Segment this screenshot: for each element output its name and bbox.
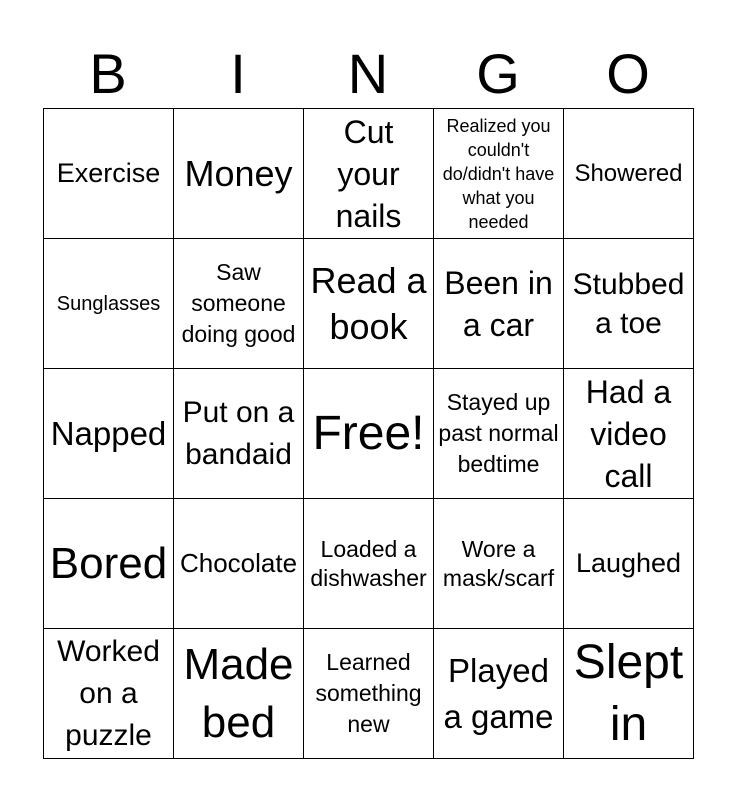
- cell-label: Sunglasses: [56, 292, 161, 315]
- cell-label: Loaded a dishwasher: [310, 535, 427, 591]
- cell-label: Laughed: [575, 548, 682, 578]
- cell-label: Napped: [50, 414, 167, 452]
- header-letter-i: I: [230, 42, 246, 105]
- bingo-cell[interactable]: [564, 239, 694, 369]
- header-letter-o: O: [606, 42, 650, 105]
- cell-label: Slept in: [573, 635, 684, 751]
- bingo-cell[interactable]: [44, 109, 174, 239]
- bingo-grid: [43, 108, 694, 759]
- cell-label: Made bed: [183, 639, 294, 747]
- cell-label: Worked on a puzzle: [57, 634, 160, 752]
- cell-label: Played a game: [443, 651, 554, 735]
- header-letter-n: N: [347, 42, 389, 105]
- bingo-cell[interactable]: [434, 629, 564, 759]
- bingo-cell[interactable]: [174, 109, 304, 239]
- bingo-header: [43, 40, 693, 108]
- bingo-cell[interactable]: [44, 499, 174, 629]
- cell-label: Free!: [312, 406, 425, 460]
- bingo-cell[interactable]: [44, 369, 174, 499]
- bingo-cell[interactable]: [304, 239, 434, 369]
- bingo-cell[interactable]: [434, 369, 564, 499]
- bingo-cell[interactable]: [564, 499, 694, 629]
- bingo-cell[interactable]: [304, 629, 434, 759]
- bingo-cell[interactable]: [174, 369, 304, 499]
- bingo-cell[interactable]: [174, 239, 304, 369]
- bingo-cell[interactable]: [304, 369, 434, 499]
- bingo-cell[interactable]: [434, 239, 564, 369]
- bingo-cell[interactable]: [564, 369, 694, 499]
- header-letter-g: G: [476, 42, 520, 105]
- cell-label: Been in a car: [444, 264, 553, 343]
- cell-label: Wore a mask/scarf: [442, 535, 555, 591]
- bingo-cell[interactable]: [304, 499, 434, 629]
- bingo-cell[interactable]: [44, 239, 174, 369]
- cell-label: Had a video call: [585, 373, 672, 494]
- bingo-cell[interactable]: [174, 499, 304, 629]
- cell-label: Stayed up past normal bedtime: [438, 389, 559, 477]
- bingo-cell[interactable]: [44, 629, 174, 759]
- cell-label: Chocolate: [179, 548, 298, 578]
- cell-label: Put on a bandaid: [182, 395, 295, 471]
- cell-label: Saw someone doing good: [181, 259, 296, 347]
- bingo-cell[interactable]: [434, 499, 564, 629]
- cell-label: Cut your nails: [335, 113, 402, 234]
- cell-label: Exercise: [56, 158, 161, 188]
- bingo-cell[interactable]: [564, 629, 694, 759]
- cell-label: Read a book: [310, 259, 427, 347]
- cell-label: Realized you couldn't do/didn't have what you needed: [442, 115, 555, 232]
- cell-label: Stubbed a toe: [572, 267, 685, 340]
- cell-label: Showered: [574, 159, 683, 187]
- cell-label: Money: [184, 152, 293, 194]
- bingo-cell[interactable]: [304, 109, 434, 239]
- bingo-cell[interactable]: [434, 109, 564, 239]
- bingo-cell[interactable]: [174, 629, 304, 759]
- header-letter-b: B: [89, 42, 127, 105]
- cell-label: Learned something new: [315, 649, 422, 737]
- bingo-cell[interactable]: [564, 109, 694, 239]
- cell-label: Bored: [49, 538, 168, 588]
